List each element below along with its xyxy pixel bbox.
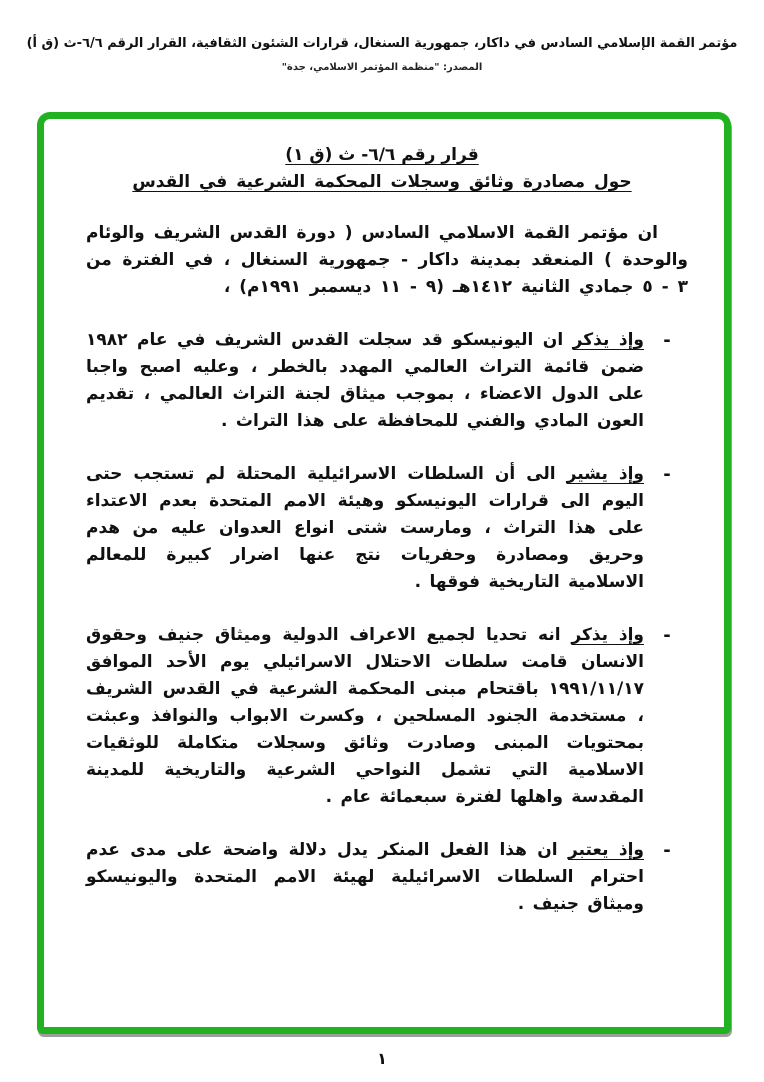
clause-lead-phrase: وإذ يذكر	[572, 330, 644, 350]
resolution-subject: حول مصادرة وثائق وسجلات المحكمة الشرعية في القدس	[132, 172, 632, 192]
resolution-number: قرار رقم ٦/٦- ث (ق ١)	[285, 145, 479, 165]
clause-item	[86, 837, 674, 918]
clause-text	[86, 461, 644, 596]
clause-dash-marker: -	[663, 330, 671, 351]
caption-source: المصدر: "منظمة المؤتمر الاسلامي، جدة"	[281, 62, 483, 73]
clause-dash-marker: -	[663, 464, 671, 485]
clause-text	[86, 622, 644, 811]
clause-body-text: انه تحديا لجميع الاعراف الدولية وميثاق جنيف وحقوق الانسان قامت سلطات الاحتلال الاسرائيلي يوم الأحد الموافق ١٩٩١/١١/١٧ باقتحام مبنى المحكمة الشرعية في القدس الشريف ، مستخدمة الجنود المسلحين ، وكسرت الابواب والنوافذ وعبثت بمحتويات المبنى وصادرت وثائق وسجلات متكاملة للوثقيات الاسلامية التي تشمل النواحي الشرعية والتاريخية للمدينة المقدسة واهلها لفترة سبعمائة عام .	[86, 625, 644, 807]
resolution-title	[76, 145, 688, 192]
page-number: ١	[377, 1049, 387, 1068]
clause-dash-marker: -	[663, 840, 671, 861]
clause-text	[86, 837, 644, 918]
document-body	[44, 119, 724, 918]
source-caption	[0, 36, 764, 73]
clause-body-text: ان هذا الفعل المنكر يدل دلالة واضحة على مدى عدم احترام السلطات الاسرائيلية لهيئة الامم المتحدة واليونيسكو وميثاق جنيف .	[86, 840, 644, 914]
clause-dash-marker: -	[663, 625, 671, 646]
clause-item	[86, 622, 674, 811]
preamble-paragraph: ان مؤتمر القمة الاسلامي السادس ( دورة القدس الشريف والوئام والوحدة ) المنعقد بمدينة داكار - جمهورية السنغال ، في الفترة من ٣ - ٥ جمادي الثانية ١٤١٢هـ (٩ - ١١ ديسمبر ١٩٩١م) ،	[86, 223, 688, 297]
clause-lead-phrase: وإذ يشير	[566, 464, 644, 484]
green-document-frame	[37, 112, 731, 1034]
clause-item	[86, 327, 674, 435]
clause-lead-phrase: وإذ يعتبر	[568, 840, 644, 860]
clause-body-text: الى أن السلطات الاسرائيلية المحتلة لم تستجب حتى اليوم الى قرارات اليونيسكو وهيئة الامم المتحدة بعدم الاعتداء على هذا التراث ، ومارست شتى انواع العدوان عليه من هدم وحريق ومصادرة وحفريات نتج عنها اضرار كبيرة للمعالم الاسلامية التاريخية فوقها .	[86, 464, 644, 592]
clause-body-text: ان اليونيسكو قد سجلت القدس الشريف في عام ١٩٨٢ ضمن قائمة التراث العالمي المهدد بالخطر ، وعليه اصبح واجبا على الدول الاعضاء ، بموجب ميثاق لجنة التراث العالمي ، تقديم العون المادي والفني للمحافظة على هذا التراث .	[86, 330, 644, 431]
clause-item	[86, 461, 674, 596]
clause-text	[86, 327, 644, 435]
caption-title: مؤتمر القمة الإسلامي السادس في داكار، جمهورية السنغال، قرارات الشئون الثقافية، القرار الرقم ٦/٦-ث (ق أ)	[26, 36, 738, 51]
clause-lead-phrase: وإذ يذكر	[571, 625, 644, 645]
